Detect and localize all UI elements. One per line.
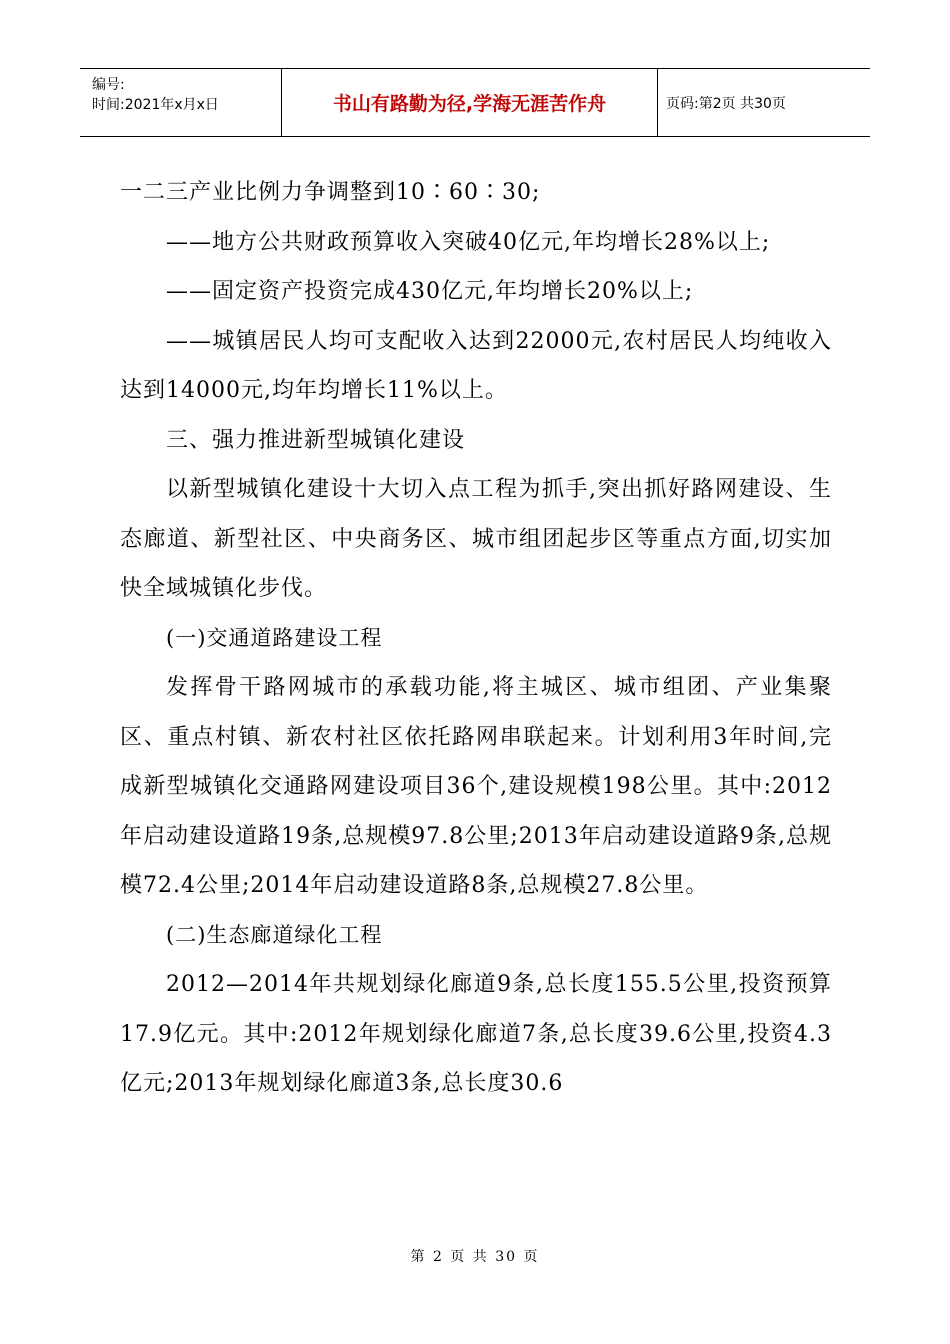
page-header xyxy=(80,68,870,137)
paragraph: 一二三产业比例力争调整到10∶60∶30; xyxy=(120,180,541,205)
paragraph: ——城镇居民人均可支配收入达到22000元,农村居民人均纯收入达到14000元,均年均增长11%以上。 xyxy=(120,328,832,403)
header-motto: 书山有路勤为径,学海无涯苦作舟 xyxy=(282,69,658,136)
document-number-label: 编号: xyxy=(92,77,125,93)
page-footer: 第 2 页 共 30 页 xyxy=(410,1249,540,1265)
section-heading: 三、强力推进新型城镇化建设 xyxy=(166,427,466,453)
subsection-heading: (二)生态廊道绿化工程 xyxy=(166,922,383,947)
header-meta xyxy=(80,69,282,136)
document-time-label: 时间:2021年x月x日 xyxy=(92,97,219,113)
header-page-info: 页码:第2页 共30页 xyxy=(666,95,786,112)
subsection-heading: (一)交通道路建设工程 xyxy=(166,625,383,650)
paragraph: ——固定资产投资完成430亿元,年均增长20%以上; xyxy=(166,279,694,304)
paragraph: 发挥骨干路网城市的承载功能,将主城区、城市组团、产业集聚区、重点村镇、新农村社区依托路网串联起来。计划利用3年时间,完成新型城镇化交通路网建设项目36个,建设规模198公里。其中:2012年启动建设道路19条,总规模97.8公里;2013年启动建设道路9条,总规模72.4公里;2014年启动建设道路8条,总规模27.8公里。 xyxy=(120,675,832,898)
paragraph: ——地方公共财政预算收入突破40亿元,年均增长28%以上; xyxy=(166,229,771,255)
paragraph: 2012—2014年共规划绿化廊道9条,总长度155.5公里,投资预算17.9亿元。其中:2012年规划绿化廊道7条,总长度39.6公里,投资4.3亿元;2013年规划绿化廊道3条,总长度30.6 xyxy=(120,972,832,1096)
paragraph: 以新型城镇化建设十大切入点工程为抓手,突出抓好路网建设、生态廊道、新型社区、中央商务区、城市组团起步区等重点方面,切实加快全域城镇化步伐。 xyxy=(120,477,832,601)
document-body xyxy=(120,168,832,1109)
